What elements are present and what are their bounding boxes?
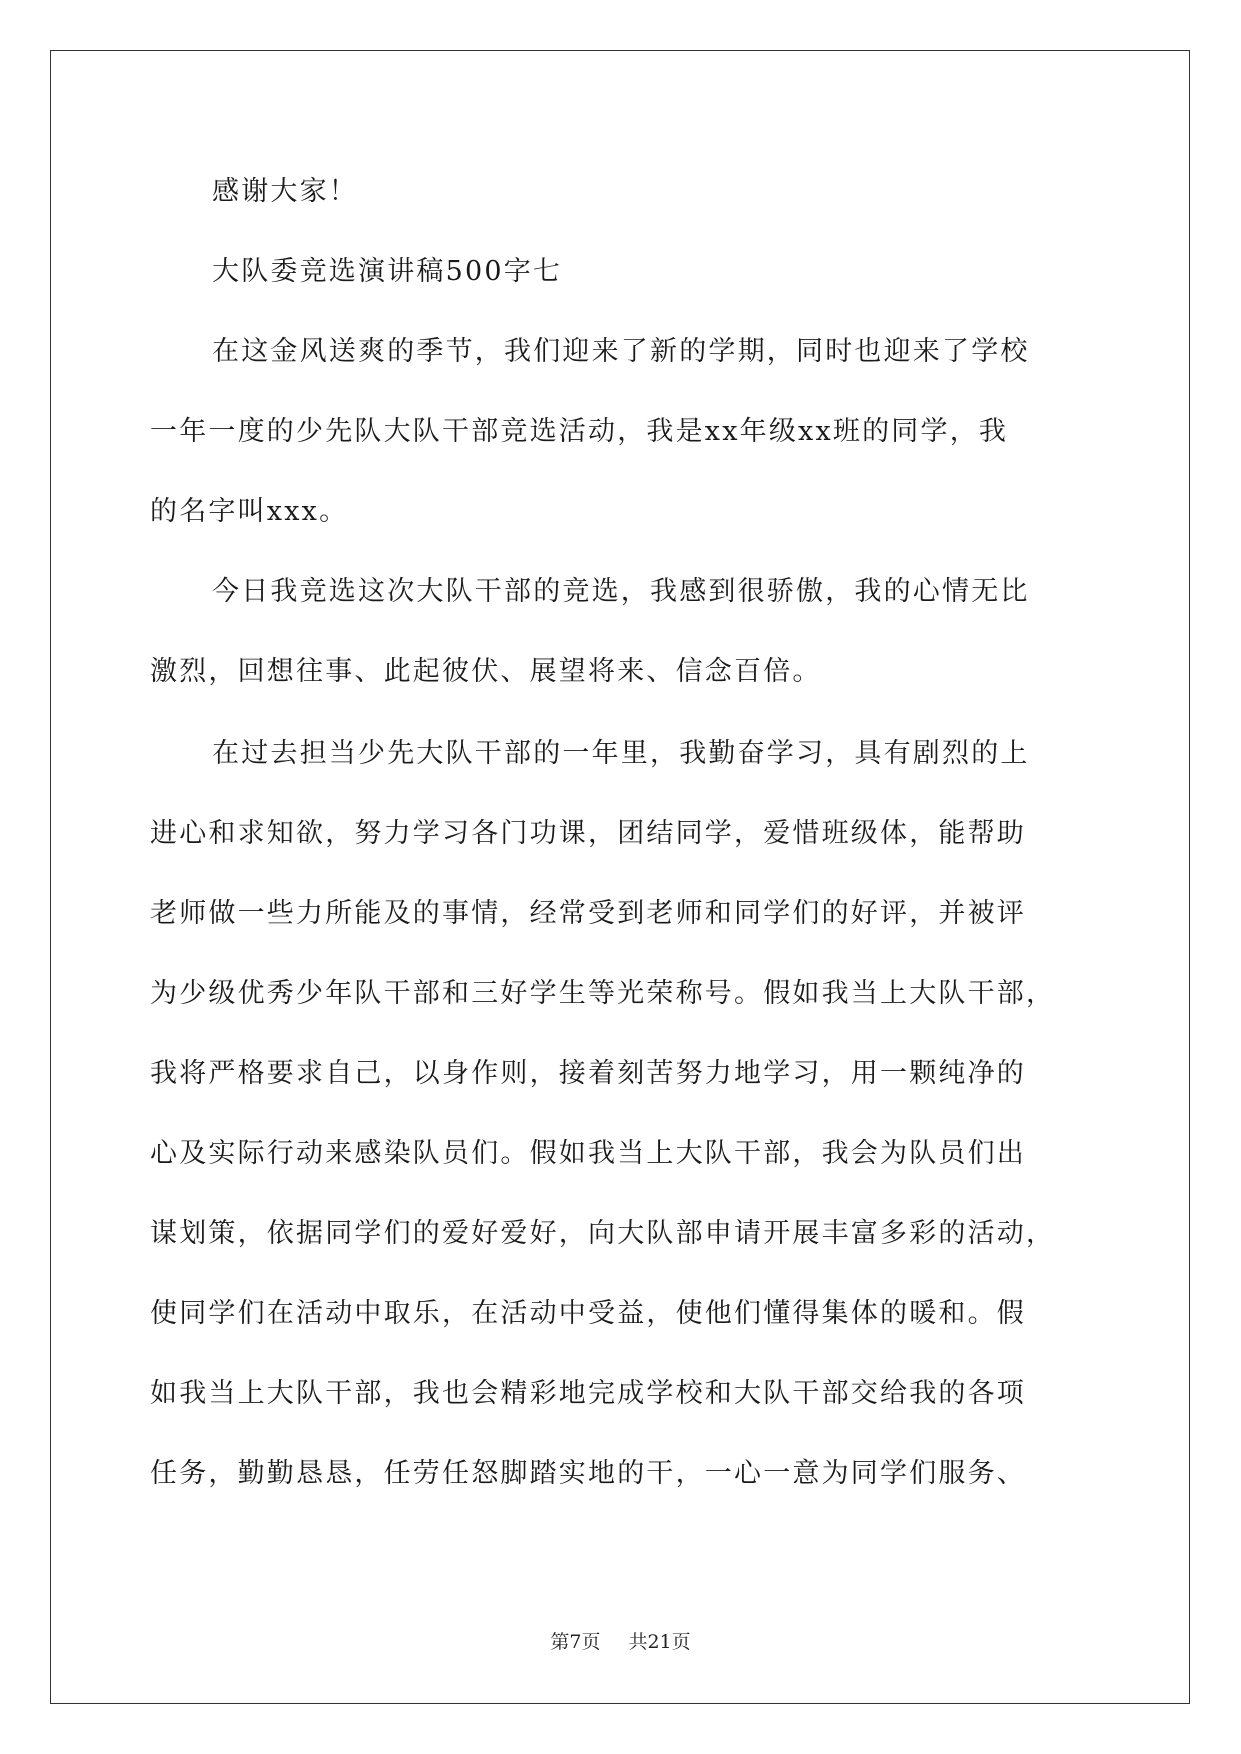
paragraph-line: 谋划策，依据同学们的爱好爱好，向大队部申请开展丰富多彩的活动，	[150, 1218, 1056, 1249]
paragraph-line: 激烈，回想往事、此起彼伏、展望将来、信念百倍。	[150, 656, 822, 687]
paragraph-line: 一年一度的少先队大队干部竞选活动，我是xx年级xx班的同学，我	[150, 416, 1009, 447]
paragraph-line: 使同学们在活动中取乐，在活动中受益，使他们懂得集体的暖和。假	[150, 1298, 1026, 1329]
paragraph-line: 的名字叫xxx。	[150, 496, 349, 527]
text-line-thanks: 感谢大家！	[212, 176, 358, 207]
paragraph-line: 任务，勤勤恳恳，任劳任怒脚踏实地的干，一心一意为同学们服务、	[150, 1458, 1026, 1489]
paragraph-line: 进心和求知欲，努力学习各门功课，团结同学，爱惜班级体，能帮助	[150, 818, 1026, 849]
page-total: 共21页	[628, 1631, 691, 1653]
paragraph-line: 在这金风送爽的季节，我们迎来了新的学期，同时也迎来了学校	[212, 336, 1030, 367]
paragraph-line: 今日我竞选这次大队干部的竞选，我感到很骄傲，我的心情无比	[212, 576, 1030, 607]
paragraph-line: 在过去担当少先大队干部的一年里，我勤奋学习，具有剧烈的上	[212, 738, 1030, 769]
section-heading: 大队委竞选演讲稿500字七	[212, 256, 563, 287]
page-number: 第7页	[550, 1631, 601, 1653]
paragraph-line: 我将严格要求自己，以身作则，接着刻苦努力地学习，用一颗纯净的	[150, 1058, 1026, 1089]
page-footer	[0, 1630, 1241, 1654]
paragraph-line: 老师做一些力所能及的事情，经常受到老师和同学们的好评，并被评	[150, 898, 1026, 929]
paragraph-line: 如我当上大队干部，我也会精彩地完成学校和大队干部交给我的各项	[150, 1378, 1026, 1409]
paragraph-line: 为少级优秀少年队干部和三好学生等光荣称号。假如我当上大队干部，	[150, 978, 1056, 1009]
paragraph-line: 心及实际行动来感染队员们。假如我当上大队干部，我会为队员们出	[150, 1138, 1026, 1169]
